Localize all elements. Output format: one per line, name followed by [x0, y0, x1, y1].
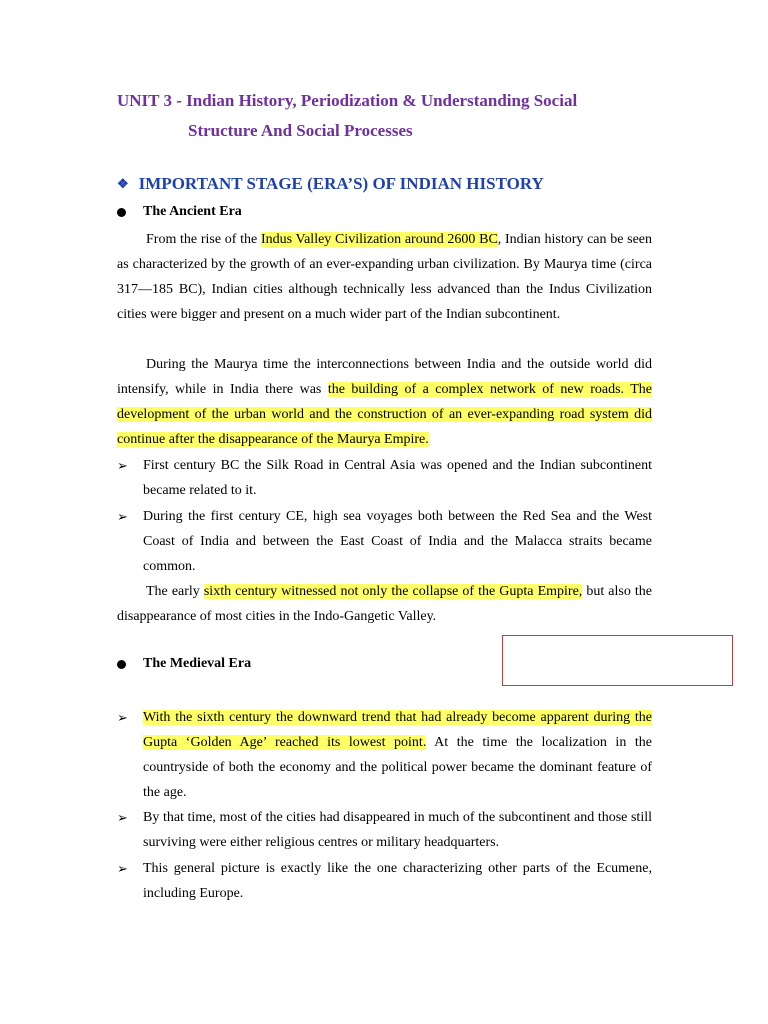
- medieval-era-heading: [117, 656, 251, 672]
- text-span: , Indian history can be seen as characterized by the growth of an ever-expanding urban civilization. By Maurya time (circa 317—185 BC), Indian cities although technically less advanced than the Indus Civilization cities were bigger and present on a much wider part of the Indian subcontinent.: [117, 232, 653, 322]
- arrow-bullet-icon: ➢: [117, 810, 128, 825]
- point-text: [143, 705, 652, 805]
- unit-title-line-2: Structure And Social Processes: [188, 121, 413, 140]
- unit-title: [117, 86, 677, 146]
- arrow-bullet-icon: ➢: [117, 710, 128, 725]
- arrow-bullet-icon: ➢: [117, 509, 128, 524]
- arrow-bullet-icon: ➢: [117, 861, 128, 876]
- text-span: but also the disappearance of most cities in the Indo-Gangetic Valley.: [117, 584, 652, 624]
- point-text: First century BC the Silk Road in Central Asia was opened and the Indian subcontinent became related to it.: [143, 458, 652, 498]
- text-span: During the Maurya time the interconnections between India and the outside world did intensify, while in India there was: [117, 357, 652, 397]
- section-heading-text: IMPORTANT STAGE (ERA’S) OF INDIAN HISTORY: [138, 174, 544, 193]
- ancient-era-heading-text: The Ancient Era: [143, 204, 242, 219]
- medieval-era-heading-text: The Medieval Era: [143, 656, 252, 671]
- text-span: From the rise of the: [146, 232, 261, 247]
- unit-number: UNIT 3 -: [117, 91, 187, 110]
- ancient-paragraph-3: [117, 579, 652, 629]
- medieval-point-2: [117, 805, 652, 855]
- bullet-dot-icon: [117, 660, 126, 669]
- arrow-bullet-icon: ➢: [117, 458, 128, 473]
- ancient-point-2: [117, 504, 652, 579]
- highlighted-text: Indus Valley Civilization around 2600 BC: [260, 232, 498, 247]
- red-annotation-box: [502, 635, 733, 686]
- text-span: At the time the localization in the countryside of both the economy and the political power became the dominant feature of the age.: [143, 735, 652, 800]
- highlighted-text: the building of a complex network of new roads. The development of the urban world and the construction of an ever-expanding road system did continue after the disappearance of the Maurya Empire.: [117, 382, 652, 447]
- ancient-era-heading: [117, 204, 242, 220]
- medieval-point-3: [117, 856, 652, 906]
- point-text: This general picture is exactly like the one characterizing other parts of the Ecumene, including Europe.: [143, 861, 652, 901]
- unit-title-line-1: Indian History, Periodization & Understanding Social: [186, 91, 578, 110]
- diamond-bullet-icon: ❖: [117, 176, 129, 191]
- highlighted-text: With the sixth century the downward trend that had already become apparent during the Gupta ‘Golden Age’ reached its lowest point.: [143, 710, 652, 750]
- bullet-dot-icon: [117, 208, 126, 217]
- point-text: By that time, most of the cities had disappeared in much of the subcontinent and those still surviving were either religious centres or military headquarters.: [143, 810, 652, 850]
- ancient-paragraph-2: [117, 352, 652, 452]
- ancient-paragraph-1: [117, 227, 652, 327]
- highlighted-text: sixth century witnessed not only the collapse of the Gupta Empire,: [203, 584, 583, 599]
- section-heading: [117, 174, 544, 194]
- medieval-point-1: [117, 705, 652, 805]
- ancient-point-1: [117, 453, 652, 503]
- point-text: During the first century CE, high sea voyages both between the Red Sea and the West Coast of India and between the East Coast of India and the Malacca straits became common.: [143, 509, 652, 574]
- text-span: The early: [146, 584, 204, 599]
